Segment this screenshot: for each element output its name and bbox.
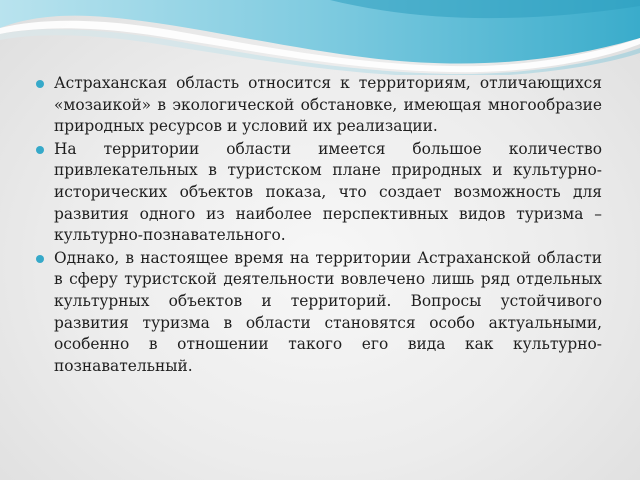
- bullet-dot-icon: [36, 255, 44, 263]
- bullet-text: Астраханская область относится к территориям, отличающихся «мозаикой» в экологической обстановке, имеющая многообразие природных ресурсов и условий их реализации.: [54, 74, 602, 136]
- bullet-item-2: [36, 139, 602, 247]
- bullet-text: Однако, в настоящее время на территории Астраханской области в сферу туристской деятельности вовлечено лишь ряд отдельных культурных объектов и территорий. Вопросы устойчивого развития туризма в области становятся особо актуальными, особенно в отношении такого его вида как культурно-познавательный.: [54, 248, 602, 375]
- bullet-list: [36, 73, 602, 378]
- bullet-item-3: [36, 248, 602, 378]
- wave-header-decoration: [0, 0, 640, 75]
- bullet-dot-icon: [36, 146, 44, 154]
- bullet-text: На территории области имеется большое количество привлекательных в туристском плане природных и культурно-исторических объектов показа, что создает возможность для развития одного из наиболее перспективных видов туризма – культурно-познавательного.: [54, 139, 602, 245]
- bullet-dot-icon: [36, 80, 44, 88]
- bullet-item-1: [36, 73, 602, 138]
